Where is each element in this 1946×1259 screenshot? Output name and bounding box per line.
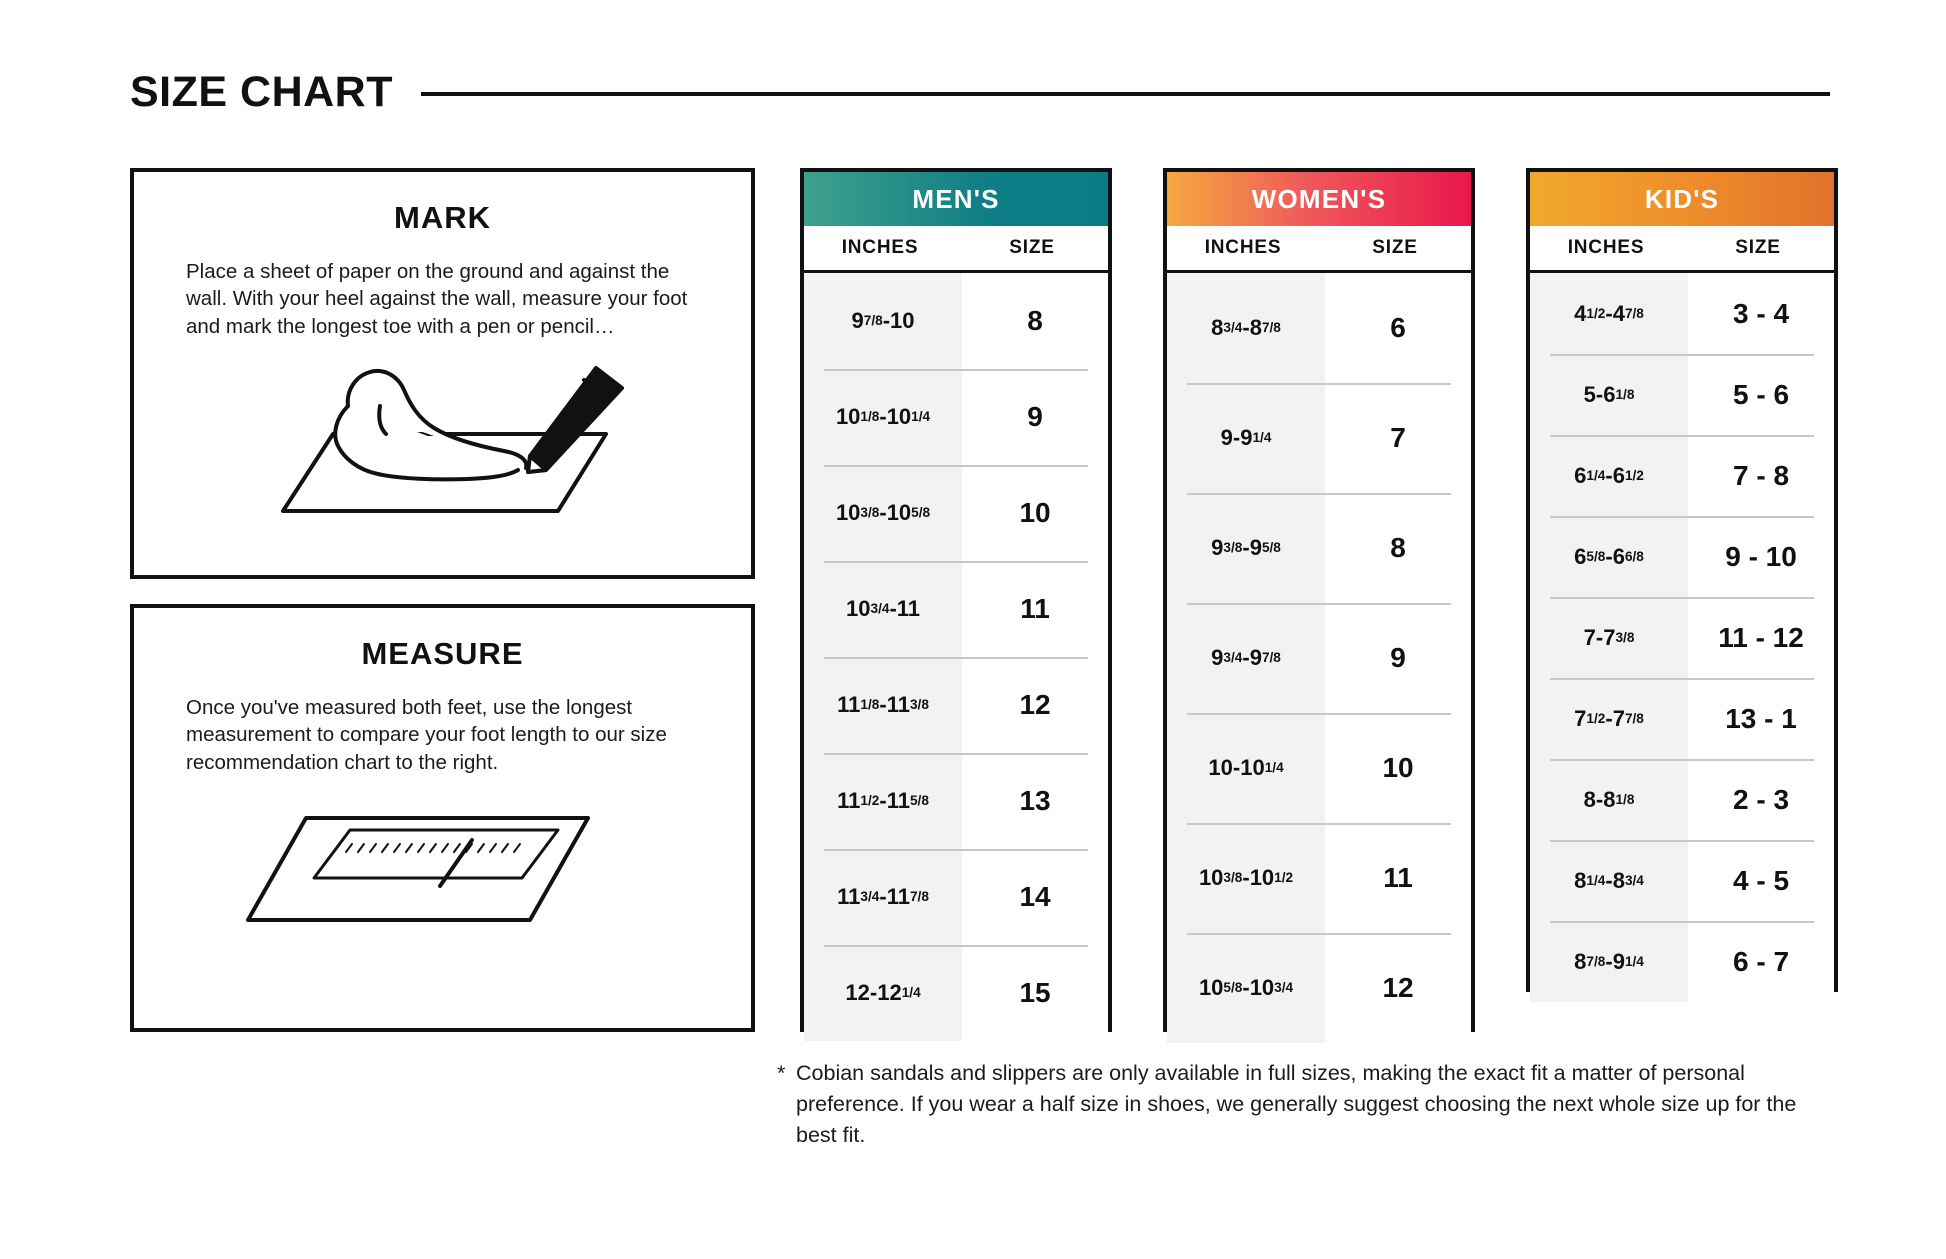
foot-and-pencil-icon	[134, 346, 751, 521]
cell-size: 13	[962, 753, 1108, 849]
page-title: SIZE CHART	[130, 67, 393, 116]
table-row	[1530, 516, 1834, 597]
cell-inches: 10 3/8 -10 1/2	[1167, 823, 1325, 933]
cell-inches: 8-8 1/8	[1530, 759, 1688, 840]
cell-inches: 9 3/4 -9 7/8	[1167, 603, 1325, 713]
cell-inches: 9-9 1/4	[1167, 383, 1325, 493]
table-row	[1530, 921, 1834, 1002]
panel-text-measure: Once you've measured both feet, use the longest measurement to compare your foot length to our size recommendation chart to the right.	[186, 696, 667, 774]
table-body-womens	[1167, 273, 1471, 1043]
table-row	[804, 657, 1108, 753]
header-divider	[421, 92, 1830, 96]
cell-size: 8	[962, 273, 1108, 369]
table-row	[804, 945, 1108, 1041]
column-header-size: SIZE	[1735, 237, 1781, 258]
column-header-size: SIZE	[1372, 237, 1418, 258]
table-row	[804, 465, 1108, 561]
footnote	[777, 1058, 1842, 1152]
panel-title-measure: MEASURE	[361, 636, 524, 671]
table-body-mens	[804, 273, 1108, 1041]
cell-inches: 12-12 1/4	[804, 945, 962, 1041]
column-header-inches: INCHES	[1204, 237, 1282, 258]
cell-inches: 9 7/8 -10	[804, 273, 962, 369]
table-row	[1167, 933, 1471, 1043]
table-row	[804, 273, 1108, 369]
table-row	[1530, 840, 1834, 921]
cell-size: 11	[1325, 823, 1471, 933]
cell-size: 3 - 4	[1688, 273, 1834, 354]
column-header-size: SIZE	[1009, 237, 1055, 258]
table-body-kids	[1530, 273, 1834, 1002]
cell-size: 9 - 10	[1688, 516, 1834, 597]
cell-inches: 5-6 1/8	[1530, 354, 1688, 435]
table-row	[1530, 678, 1834, 759]
cell-inches: 11 1/2 -11 5/8	[804, 753, 962, 849]
column-headers-womens	[1167, 226, 1471, 273]
table-row	[1530, 435, 1834, 516]
panel-title-mark: MARK	[394, 200, 491, 235]
table-header-kids: KID'S	[1530, 172, 1834, 226]
cell-size: 13 - 1	[1688, 678, 1834, 759]
column-headers-kids	[1530, 226, 1834, 273]
column-header-inches: INCHES	[841, 237, 919, 258]
cell-size: 2 - 3	[1688, 759, 1834, 840]
cell-size: 7 - 8	[1688, 435, 1834, 516]
cell-inches: 6 5/8 -6 6/8	[1530, 516, 1688, 597]
size-table-womens	[1163, 168, 1475, 1032]
instruction-panel-mark	[130, 168, 755, 579]
cell-inches: 4 1/2 -4 7/8	[1530, 273, 1688, 354]
table-row	[1167, 823, 1471, 933]
table-row	[1530, 759, 1834, 840]
size-table-mens	[800, 168, 1112, 1032]
cell-inches: 10 5/8 -10 3/4	[1167, 933, 1325, 1043]
cell-size: 6 - 7	[1688, 921, 1834, 1002]
table-header-mens: MEN'S	[804, 172, 1108, 226]
cell-inches: 8 1/4 -8 3/4	[1530, 840, 1688, 921]
table-row	[1167, 273, 1471, 383]
table-row	[1167, 383, 1471, 493]
instruction-panel-measure	[130, 604, 755, 1032]
cell-size: 4 - 5	[1688, 840, 1834, 921]
table-row	[1167, 713, 1471, 823]
cell-inches: 7-7 3/8	[1530, 597, 1688, 678]
cell-inches: 10 3/4 -11	[804, 561, 962, 657]
cell-inches: 9 3/8 -9 5/8	[1167, 493, 1325, 603]
table-row	[1167, 493, 1471, 603]
size-table-kids	[1526, 168, 1838, 992]
cell-inches: 6 1/4 -6 1/2	[1530, 435, 1688, 516]
footnote-marker: *	[777, 1061, 786, 1085]
cell-size: 12	[1325, 933, 1471, 1043]
cell-size: 14	[962, 849, 1108, 945]
cell-inches: 8 7/8 -9 1/4	[1530, 921, 1688, 1002]
cell-size: 8	[1325, 493, 1471, 603]
cell-size: 6	[1325, 273, 1471, 383]
table-row	[804, 561, 1108, 657]
cell-inches: 10 3/8 -10 5/8	[804, 465, 962, 561]
footnote-text: Cobian sandals and slippers are only available in full sizes, making the exact fit a matter of personal preference. If you wear a half size in shoes, we generally suggest choosing the next whole size up for the best fit.	[796, 1061, 1797, 1148]
cell-size: 5 - 6	[1688, 354, 1834, 435]
cell-size: 15	[962, 945, 1108, 1041]
cell-size: 11 - 12	[1688, 597, 1834, 678]
column-header-inches: INCHES	[1567, 237, 1645, 258]
cell-inches: 11 3/4 -11 7/8	[804, 849, 962, 945]
page-header	[130, 62, 1830, 122]
panel-text-mark: Place a sheet of paper on the ground and against the wall. With your heel against the wall, measure your foot and mark the longest toe with a pen or pencil…	[186, 260, 688, 338]
table-row	[804, 369, 1108, 465]
cell-inches: 10-10 1/4	[1167, 713, 1325, 823]
table-row	[804, 753, 1108, 849]
column-headers-mens	[804, 226, 1108, 273]
cell-inches: 8 3/4 -8 7/8	[1167, 273, 1325, 383]
cell-inches: 7 1/2 -7 7/8	[1530, 678, 1688, 759]
cell-inches: 11 1/8 -11 3/8	[804, 657, 962, 753]
cell-size: 9	[962, 369, 1108, 465]
table-row	[1530, 597, 1834, 678]
table-row	[804, 849, 1108, 945]
table-row	[1530, 354, 1834, 435]
table-row	[1167, 603, 1471, 713]
table-row	[1530, 273, 1834, 354]
ruler-on-paper-icon	[134, 782, 751, 932]
cell-size: 10	[962, 465, 1108, 561]
cell-size: 7	[1325, 383, 1471, 493]
cell-inches: 10 1/8 -10 1/4	[804, 369, 962, 465]
table-header-womens: WOMEN'S	[1167, 172, 1471, 226]
cell-size: 10	[1325, 713, 1471, 823]
cell-size: 12	[962, 657, 1108, 753]
cell-size: 11	[962, 561, 1108, 657]
cell-size: 9	[1325, 603, 1471, 713]
